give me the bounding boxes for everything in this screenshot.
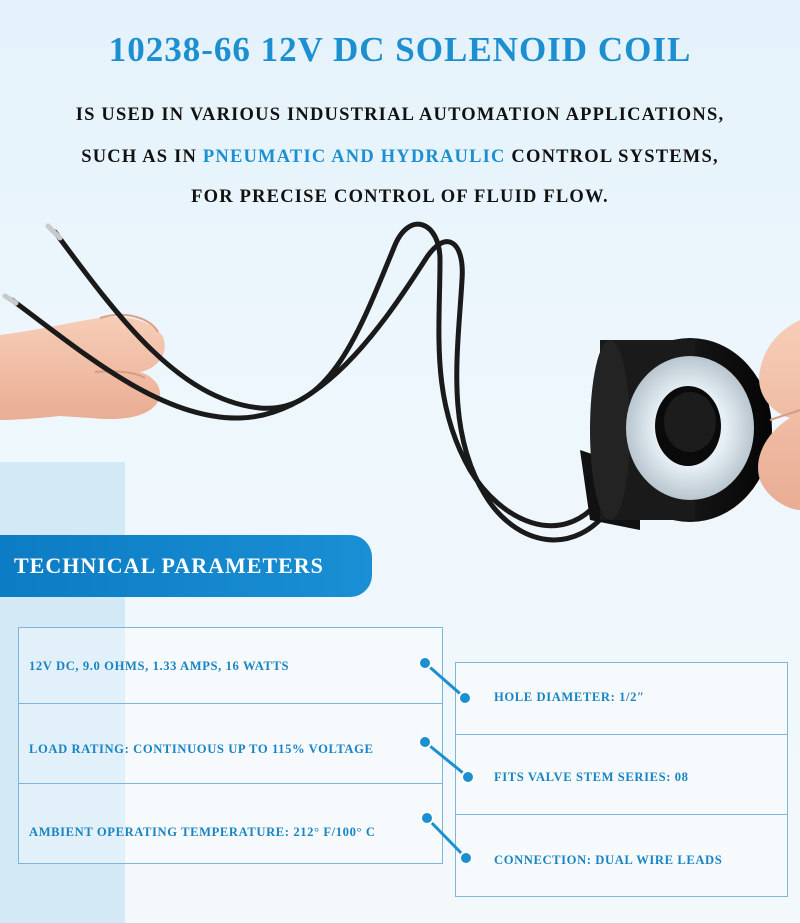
page-title: 10238-66 12V DC SOLENOID COIL — [108, 30, 692, 69]
connector-line-1 — [425, 663, 465, 698]
subtitle-line-3: FOR PRECISE CONTROL OF FLUID FLOW. — [191, 187, 609, 207]
param-valve-stem-text: FITS VALVE STEM SERIES: 08 — [494, 770, 689, 784]
param-hole-diameter-text: HOLE DIAMETER: 1/2″ — [494, 690, 645, 704]
connector-dot — [459, 692, 471, 704]
subtitle-highlight: PNEUMATIC AND HYDRAULIC — [202, 147, 506, 167]
connector-line-2 — [425, 742, 468, 777]
connector-dot — [419, 657, 431, 669]
param-connection-text: CONNECTION: DUAL WIRE LEADS — [494, 853, 723, 867]
connector-dot — [419, 736, 431, 748]
connector-dot — [421, 812, 433, 824]
connector-dot — [462, 771, 474, 783]
param-load-rating-text: LOAD RATING: CONTINUOUS UP TO 115% VOLTAGE — [29, 742, 374, 756]
technical-parameters-banner: TECHNICAL PARAMETERS — [0, 535, 372, 597]
connector-dot — [460, 852, 472, 864]
param-temperature-text: AMBIENT OPERATING TEMPERATURE: 212° F/100° C — [29, 825, 376, 839]
subtitle-line-2-start: SUCH AS IN — [81, 147, 203, 167]
subtitle-line-2-end: CONTROL SYSTEMS, — [505, 147, 719, 167]
connector-line-3 — [427, 818, 466, 858]
param-power-text: 12V DC, 9.0 OHMS, 1.33 AMPS, 16 WATTS — [29, 659, 290, 673]
subtitle-line-1: IS USED IN VARIOUS INDUSTRIAL AUTOMATION APPLICATIONS, — [75, 105, 725, 125]
